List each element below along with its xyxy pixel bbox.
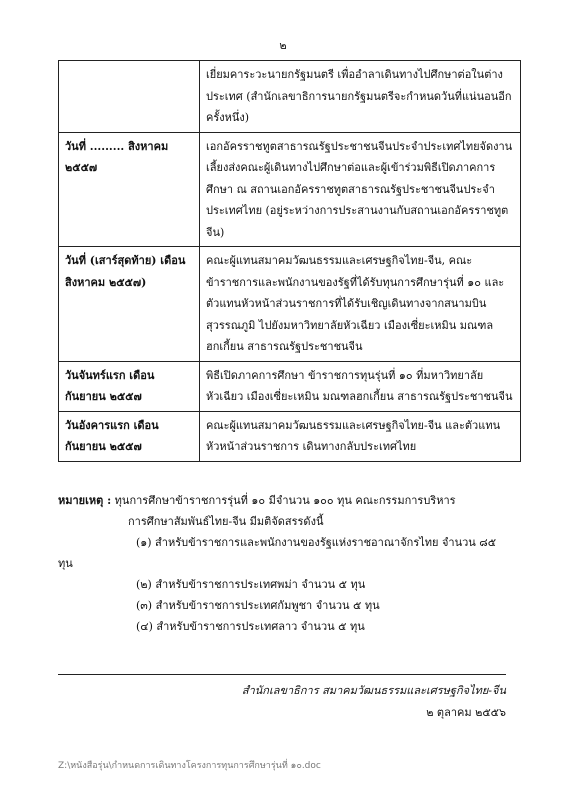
notes-section (58, 490, 518, 637)
note-label: หมายเหตุ : (58, 494, 112, 507)
table-row (59, 247, 521, 362)
note-line2: การศึกษาสัมพันธ์ไทย-จีน มีมติจัดสรรดังนี้ (128, 515, 324, 528)
schedule-date (59, 61, 200, 133)
schedule-description: เอกอัครราชทูตสาธารณรัฐประชาชนจีนประจำประเทศไทยจัดงานเลี้ยงส่งคณะผู้เดินทางไปศึกษาต่อและผู้เข้าร่วมพิธีเปิดภาคการศึกษา ณ สถานเอกอัครราชทูตสาธารณรัฐประชาชนจีนประจำประเทศไทย (อยู่ระหว่างการประสานงานกับสถานเอกอัครราชทูตจีน) (200, 132, 521, 247)
table-row (59, 61, 521, 133)
footer-divider (58, 674, 506, 675)
schedule-description: คณะผู้แทนสมาคมวัฒนธรรมและเศรษฐกิจไทย-จีน และตัวแทนหัวหน้าส่วนราชการ เดินทางกลับประเทศไทย (200, 411, 521, 461)
file-path: Z:\หนังสือรุ่น\กำหนดการเดินทางโครงการทุนการศึกษารุ่นที่ ๑๐.doc (58, 761, 321, 771)
schedule-table (58, 60, 521, 462)
note-item-4: (๔) สำหรับข้าราชการประเทศลาว จำนวน ๕ ทุน (136, 620, 365, 633)
note-line1: ทุนการศึกษาข้าราชการรุ่นที่ ๑๐ มีจำนวน ๑๐๐ ทุน คณะกรรมการบริหาร (114, 494, 456, 507)
schedule-date: วันจันทร์แรก เดือนกันยายน ๒๕๕๗ (59, 361, 200, 411)
table-row (59, 132, 521, 247)
page-number: ๒ (279, 39, 287, 52)
schedule-date: วันที่ (เสาร์สุดท้าย) เดือนสิงหาคม ๒๕๕๗) (59, 247, 200, 362)
table-row (59, 361, 521, 411)
signature-org: สำนักเลขาธิการ สมาคมวัฒนธรรมและเศรษฐกิจไทย-จีน (241, 684, 506, 697)
note-item-1: (๑) สำหรับข้าราชการและพนักงานของรัฐแห่งราชอาณาจักรไทย จำนวน ๘๕ (136, 536, 497, 549)
schedule-date: วันที่ ......... สิงหาคม ๒๕๕๗ (59, 132, 200, 247)
schedule-description: พิธีเปิดภาคการศึกษา ข้าราชการทุนรุ่นที่ ๑๐ ที่มหาวิทยาลัยหัวเฉียว เมืองเซี่ยะเหมิน มณฑลฮกเกี้ยน สาธารณรัฐประชาชนจีน (200, 361, 521, 411)
schedule-date: วันอังคารแรก เดือนกันยายน ๒๕๕๗ (59, 411, 200, 461)
note-item-1-wrap: ทุน (58, 557, 73, 570)
signature-date: ๒ ตุลาคม ๒๕๕๖ (426, 706, 506, 719)
note-item-3: (๓) สำหรับข้าราชการประเทศกัมพูชา จำนวน ๕ ทุน (136, 599, 380, 612)
note-item-2: (๒) สำหรับข้าราชการประเทศพม่า จำนวน ๕ ทุน (136, 578, 366, 591)
table-row (59, 411, 521, 461)
signature-block (100, 680, 506, 724)
schedule-description: เยี่ยมคาระวะนายกรัฐมนตรี เพื่ออำลาเดินทางไปศึกษาต่อในต่างประเทศ (สำนักเลขาธิการนายกรัฐมนตรีจะกำหนดวันที่แน่นอนอีกครั้งหนึ่ง) (200, 61, 521, 133)
note-first-line (58, 490, 518, 511)
schedule-description: คณะผู้แทนสมาคมวัฒนธรรมและเศรษฐกิจไทย-จีน, คณะข้าราชการและพนักงานของรัฐที่ได้รับทุนการศึกษารุ่นที่ ๑๐ และตัวแทนหัวหน้าส่วนราชการที่ได้รับเชิญเดินทางจากสนามบินสุวรรณภูมิ ไปยังมหาวิทยาลัยหัวเฉียว เมืองเซี่ยะเหมิน มณฑลฮกเกี้ยน สาธารณรัฐประชาชนจีน (200, 247, 521, 362)
